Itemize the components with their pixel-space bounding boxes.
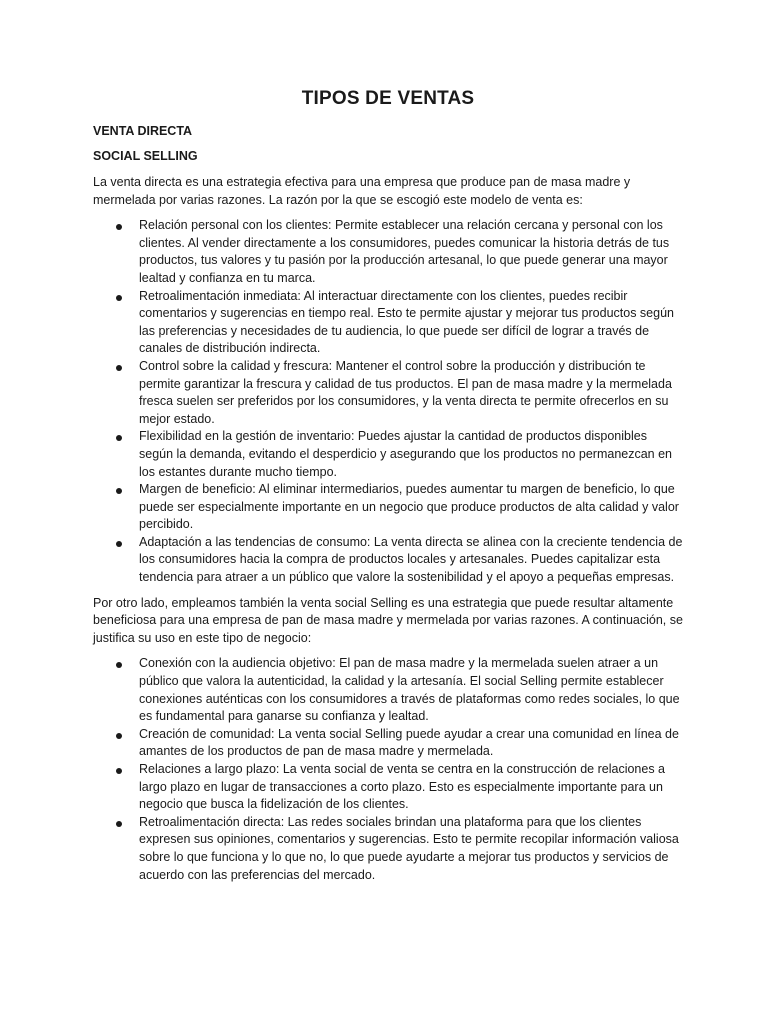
list-item <box>93 534 683 587</box>
list-item <box>93 428 683 481</box>
bullet-icon <box>116 768 122 774</box>
bullet-list-social-selling <box>93 655 683 884</box>
bullet-icon <box>116 435 122 441</box>
list-item-text: Retroalimentación inmediata: Al interactuar directamente con los clientes, puedes recibir comentarios y sugerencias en tiempo real. Esto te permite ajustar y mejorar tus productos según las preferencias y necesidades de tu audiencia, lo que puede ser difícil de lograr a través de canales de distribución indirecta. <box>139 288 674 356</box>
list-item <box>93 726 683 761</box>
bullet-icon <box>116 733 122 739</box>
list-item-text: Retroalimentación directa: Las redes sociales brindan una plataforma para que los clientes expresen sus opiniones, comentarios y sugerencias. Esto te permite recopilar información valiosa sobre lo que funciona y lo que no, lo que puede ayudarte a mejorar tus productos y servicios de acuerdo con las preferencias del mercado. <box>139 814 679 882</box>
bullet-icon <box>116 488 122 494</box>
bullet-list-venta-directa <box>93 217 683 586</box>
list-item-text: Relación personal con los clientes: Permite establecer una relación cercana y personal con los clientes. Al vender directamente a los consumidores, puedes comunicar la historia detrás de tus productos, tus valores y tu pasión por la producción artesanal, lo que puede generar una mayor lealtad y confianza en tu marca. <box>139 218 670 285</box>
list-item <box>93 761 683 814</box>
list-item-text: Control sobre la calidad y frescura: Mantener el control sobre la producción y distribución te permite garantizar la frescura y calidad de tus productos. El pan de masa madre y la mermelada fresca suelen ser preferidos por los consumidores, y la venta directa te permite ofrecerlos en su mejor estado. <box>139 358 672 426</box>
list-item <box>93 288 683 358</box>
bullet-icon <box>116 224 122 230</box>
list-item-text: Margen de beneficio: Al eliminar intermediarios, puedes aumentar tu margen de beneficio, lo que puede ser especialmente importante en un negocio que produce productos de alta calidad y valor percibido. <box>139 482 679 532</box>
list-item-text: Adaptación a las tendencias de consumo: La venta directa se alinea con la creciente tendencia de los consumidores hacia la compra de productos locales y artesanales. Puedes capitalizar esta tendencia para atraer a un público que valore la sostenibilidad y el apoyo a pequeñas empresas. <box>139 534 683 585</box>
bullet-icon <box>116 821 122 827</box>
list-item-text: Conexión con la audiencia objetivo: El pan de masa madre y la mermelada suelen atraer a un público que valora la autenticidad, la calidad y la artesanía. El social Selling permite establecer conexiones auténticas con los consumidores a través de plataformas como redes sociales, lo que es fundamental para ganarse su confianza y lealtad. <box>139 656 680 724</box>
document-page <box>93 88 683 892</box>
list-item <box>93 358 683 428</box>
list-item <box>93 481 683 534</box>
heading-social-selling: SOCIAL SELLING <box>93 149 198 163</box>
bullet-icon <box>116 365 122 371</box>
bullet-icon <box>116 662 122 668</box>
bullet-icon <box>116 541 122 547</box>
intro-paragraph-1: La venta directa es una estrategia efectiva para una empresa que produce pan de masa madre y mermelada por varias razones. La razón por la que se escogió este modelo de venta es: <box>93 175 631 207</box>
list-item-text: Relaciones a largo plazo: La venta social de venta se centra en la construcción de relaciones a largo plazo en lugar de transacciones a corto plazo. Esto es especialmente importante para un negocio que busca la fidelización de los clientes. <box>139 762 666 812</box>
intro-paragraph-2: Por otro lado, empleamos también la venta social Selling es una estrategia que puede resultar altamente beneficiosa para una empresa de pan de masa madre y mermelada por varias razones. A continuación, se justifica su uso en este tipo de negocio: <box>93 595 683 645</box>
bullet-icon <box>116 295 122 301</box>
document-title: TIPOS DE VENTAS <box>301 88 475 109</box>
list-item <box>93 217 683 287</box>
list-item <box>93 655 683 725</box>
list-item-text: Flexibilidad en la gestión de inventario: Puedes ajustar la cantidad de productos disponibles según la demanda, evitando el desperdicio y asegurando que los productos no permanezcan en los estantes durante mucho tiempo. <box>139 429 673 479</box>
heading-venta-directa: VENTA DIRECTA <box>93 124 193 138</box>
list-item <box>93 814 683 884</box>
list-item-text: Creación de comunidad: La venta social Selling puede ayudar a crear una comunidad en línea de amantes de los productos de pan de masa madre y mermelada. <box>139 726 679 759</box>
